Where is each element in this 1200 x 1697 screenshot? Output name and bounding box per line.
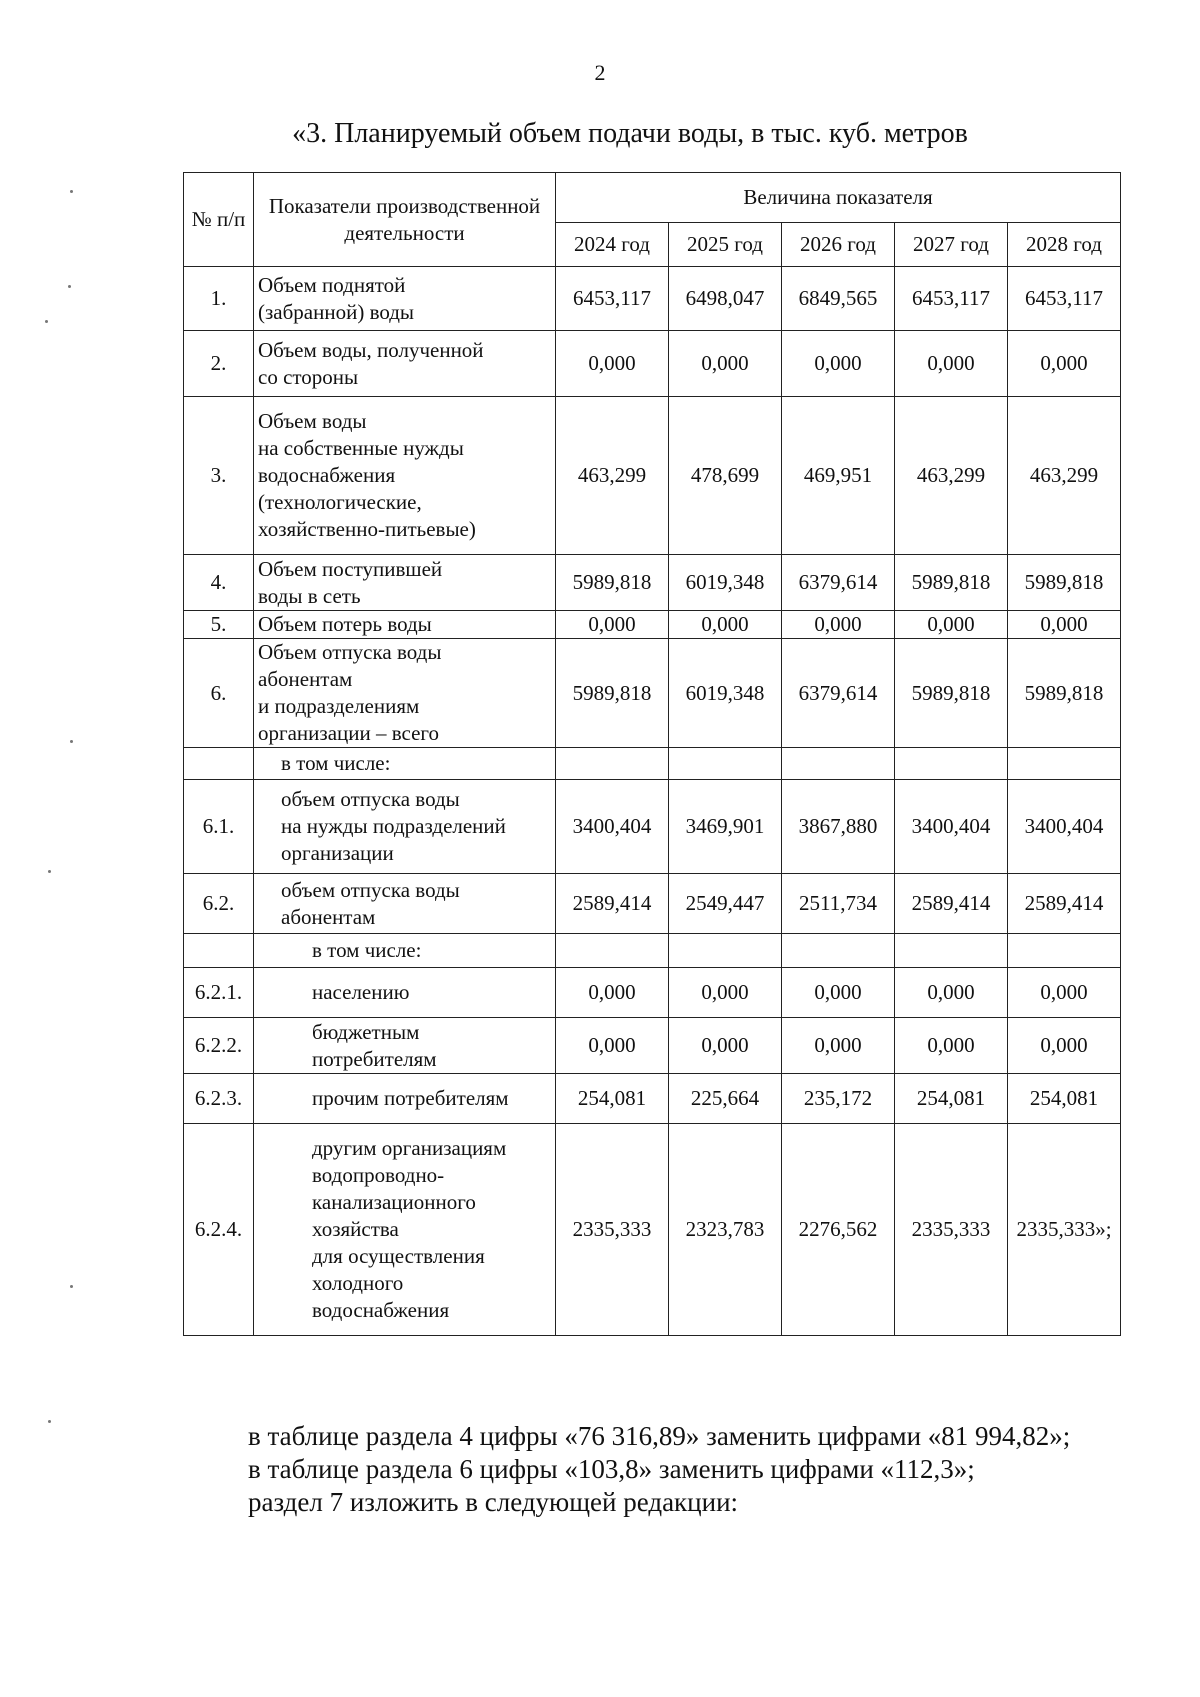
header-year: 2025 год xyxy=(669,223,782,267)
row-value: 0,000 xyxy=(669,611,782,639)
row-value xyxy=(782,748,895,780)
header-year: 2028 год xyxy=(1008,223,1121,267)
row-number: 6. xyxy=(184,639,254,748)
row-value: 0,000 xyxy=(669,1018,782,1074)
row-indicator: в том числе: xyxy=(254,748,556,780)
amendment-line: в таблице раздела 4 цифры «76 316,89» заменить цифрами «81 994,82»; xyxy=(248,1421,1071,1451)
row-value: 3867,880 xyxy=(782,780,895,874)
row-number: 6.1. xyxy=(184,780,254,874)
row-value: 2335,333»; xyxy=(1008,1124,1121,1336)
row-value: 2549,447 xyxy=(669,874,782,934)
row-value xyxy=(556,934,669,968)
header-num: № п/п xyxy=(184,173,254,267)
row-value: 254,081 xyxy=(556,1074,669,1124)
row-value: 2335,333 xyxy=(556,1124,669,1336)
row-value: 463,299 xyxy=(895,397,1008,555)
row-value: 5989,818 xyxy=(895,555,1008,611)
table-row xyxy=(184,968,1121,1018)
table-row xyxy=(184,331,1121,397)
row-value: 3469,901 xyxy=(669,780,782,874)
amendment-line: раздел 7 изложить в следующей редакции: xyxy=(248,1487,739,1517)
row-indicator: населению xyxy=(254,968,556,1018)
row-value: 2589,414 xyxy=(1008,874,1121,934)
row-value: 0,000 xyxy=(782,968,895,1018)
row-value: 2323,783 xyxy=(669,1124,782,1336)
row-value: 463,299 xyxy=(1008,397,1121,555)
table-row xyxy=(184,780,1121,874)
row-value: 5989,818 xyxy=(1008,639,1121,748)
row-value: 0,000 xyxy=(895,611,1008,639)
row-value: 235,172 xyxy=(782,1074,895,1124)
header-year: 2027 год xyxy=(895,223,1008,267)
row-value: 0,000 xyxy=(782,1018,895,1074)
header-year: 2024 год xyxy=(556,223,669,267)
row-value: 0,000 xyxy=(669,331,782,397)
amendment-line: в таблице раздела 6 цифры «103,8» заменить цифрами «112,3»; xyxy=(248,1454,975,1484)
row-value xyxy=(1008,934,1121,968)
header-value-group: Величина показателя xyxy=(556,173,1121,223)
row-value xyxy=(782,934,895,968)
row-number: 1. xyxy=(184,267,254,331)
row-value: 5989,818 xyxy=(556,555,669,611)
row-value: 6019,348 xyxy=(669,639,782,748)
page-number: 2 xyxy=(594,60,606,85)
row-value: 469,951 xyxy=(782,397,895,555)
row-number: 2. xyxy=(184,331,254,397)
row-value xyxy=(556,748,669,780)
row-value: 0,000 xyxy=(1008,968,1121,1018)
row-value: 5989,818 xyxy=(556,639,669,748)
row-value: 3400,404 xyxy=(556,780,669,874)
row-indicator: другим организациям водопроводно- канализационного хозяйства для осуществления холодного водоснабжения xyxy=(254,1124,556,1336)
row-indicator: объем отпуска воды абонентам xyxy=(254,874,556,934)
row-value: 6453,117 xyxy=(895,267,1008,331)
table-row xyxy=(184,874,1121,934)
table-row xyxy=(184,397,1121,555)
scan-speck xyxy=(70,740,73,743)
row-value: 6453,117 xyxy=(1008,267,1121,331)
row-value: 6019,348 xyxy=(669,555,782,611)
row-value: 0,000 xyxy=(782,611,895,639)
row-value: 6379,614 xyxy=(782,639,895,748)
row-value: 6498,047 xyxy=(669,267,782,331)
row-value: 0,000 xyxy=(556,611,669,639)
table-row xyxy=(184,1124,1121,1336)
row-number xyxy=(184,934,254,968)
table-row xyxy=(184,1018,1121,1074)
row-number: 6.2.2. xyxy=(184,1018,254,1074)
row-value: 6849,565 xyxy=(782,267,895,331)
row-value xyxy=(895,934,1008,968)
table-row xyxy=(184,934,1121,968)
row-value: 2335,333 xyxy=(895,1124,1008,1336)
row-value: 0,000 xyxy=(1008,1018,1121,1074)
row-value: 0,000 xyxy=(556,331,669,397)
row-value: 2276,562 xyxy=(782,1124,895,1336)
row-value: 225,664 xyxy=(669,1074,782,1124)
row-value: 5989,818 xyxy=(1008,555,1121,611)
row-indicator: бюджетным потребителям xyxy=(254,1018,556,1074)
row-value: 254,081 xyxy=(895,1074,1008,1124)
table-row xyxy=(184,748,1121,780)
row-value: 0,000 xyxy=(1008,611,1121,639)
row-value: 2511,734 xyxy=(782,874,895,934)
scan-speck xyxy=(70,1285,73,1288)
row-indicator: Объем поднятой (забранной) воды xyxy=(254,267,556,331)
table-row xyxy=(184,611,1121,639)
row-value: 254,081 xyxy=(1008,1074,1121,1124)
row-value: 2589,414 xyxy=(895,874,1008,934)
row-indicator: объем отпуска воды на нужды подразделений организации xyxy=(254,780,556,874)
table-row xyxy=(184,1074,1121,1124)
row-value xyxy=(895,748,1008,780)
scan-speck xyxy=(70,190,73,193)
row-number: 6.2.3. xyxy=(184,1074,254,1124)
water-supply-table xyxy=(183,172,1121,1336)
row-number: 4. xyxy=(184,555,254,611)
row-value: 463,299 xyxy=(556,397,669,555)
row-value: 3400,404 xyxy=(895,780,1008,874)
table-row xyxy=(184,267,1121,331)
row-indicator: Объем отпуска воды абонентам и подразделениям организации – всего xyxy=(254,639,556,748)
amendment-text xyxy=(248,1420,1128,1519)
row-indicator: прочим потребителям xyxy=(254,1074,556,1124)
row-value: 6379,614 xyxy=(782,555,895,611)
scan-speck xyxy=(48,1420,51,1423)
row-value xyxy=(669,748,782,780)
row-value xyxy=(1008,748,1121,780)
row-value: 0,000 xyxy=(895,331,1008,397)
row-number: 3. xyxy=(184,397,254,555)
row-value: 0,000 xyxy=(556,968,669,1018)
row-value: 478,699 xyxy=(669,397,782,555)
row-value: 0,000 xyxy=(669,968,782,1018)
row-value: 0,000 xyxy=(1008,331,1121,397)
row-value: 3400,404 xyxy=(1008,780,1121,874)
header-year: 2026 год xyxy=(782,223,895,267)
header-indicator: Показатели производственной деятельности xyxy=(254,173,556,267)
row-number: 5. xyxy=(184,611,254,639)
scan-speck xyxy=(45,320,48,323)
scan-speck xyxy=(68,285,71,288)
row-indicator: Объем потерь воды xyxy=(254,611,556,639)
row-indicator: в том числе: xyxy=(254,934,556,968)
row-number xyxy=(184,748,254,780)
row-value: 2589,414 xyxy=(556,874,669,934)
row-indicator: Объем поступившей воды в сеть xyxy=(254,555,556,611)
table-row xyxy=(184,555,1121,611)
row-indicator: Объем воды на собственные нужды водоснабжения (технологические, хозяйственно-питьевые) xyxy=(254,397,556,555)
row-value: 0,000 xyxy=(895,968,1008,1018)
scan-speck xyxy=(48,870,51,873)
row-number: 6.2.1. xyxy=(184,968,254,1018)
table-row xyxy=(184,639,1121,748)
row-value xyxy=(669,934,782,968)
row-value: 0,000 xyxy=(782,331,895,397)
row-number: 6.2.4. xyxy=(184,1124,254,1336)
row-value: 6453,117 xyxy=(556,267,669,331)
row-value: 0,000 xyxy=(556,1018,669,1074)
row-value: 5989,818 xyxy=(895,639,1008,748)
section-title: «3. Планируемый объем подачи воды, в тыс. куб. метров xyxy=(292,118,968,149)
row-value: 0,000 xyxy=(895,1018,1008,1074)
row-indicator: Объем воды, полученной со стороны xyxy=(254,331,556,397)
row-number: 6.2. xyxy=(184,874,254,934)
